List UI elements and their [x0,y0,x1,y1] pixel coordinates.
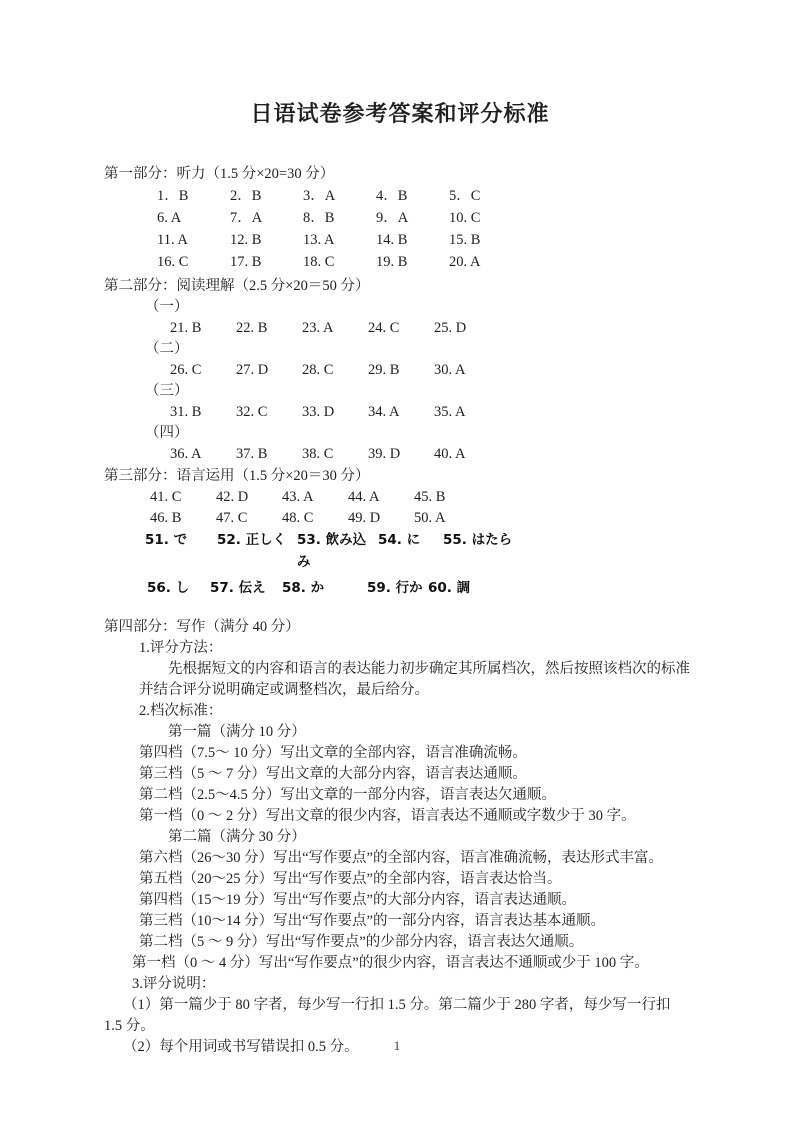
writing-line: 第五档（20～25 分）写出“写作要点”的全部内容，语言表达恰当。 [139,871,562,887]
answer-item: 39. D [368,446,401,462]
answer-item: 43. A [282,489,314,505]
answer-item: 35. A [434,404,466,420]
answer-item: 2．B [230,188,262,204]
answer-item: 24. C [368,320,400,336]
answer-item: 28. C [302,362,334,378]
answer-item: 17. B [230,254,262,270]
answer-item: 34. A [368,404,400,420]
answer-item: 31. B [170,404,202,420]
answer-item: 37. B [236,446,268,462]
answer-item: 40. A [434,446,466,462]
answer-item: 55. はたら [443,532,513,548]
page-title: 日语试卷参考答案和评分标准 [250,101,550,126]
writing-line: 1.5 分。 [104,1018,155,1034]
answer-item: 12. B [230,232,262,248]
answer-item: 20. A [449,254,481,270]
writing-line: 第四档（15～19 分）写出“写作要点”的大部分内容，语言表达通顺。 [139,892,576,908]
reading-group-label: （一） [145,299,189,315]
answer-item: 19. B [376,254,408,270]
page-number: 1 [393,1039,401,1053]
part4-writing-section [104,616,696,1058]
answer-row [104,251,696,273]
answer-item: 45. B [414,489,446,505]
part2-reading-section [104,275,696,465]
writing-line: 先根据短文的内容和语言的表达能力初步确定其所属档次，然后按照该档次的标准 [168,661,690,677]
writing-line: 2.档次标准： [139,703,223,719]
answer-item: 29. B [368,362,400,378]
writing-line: 第二篇（满分 30 分） [168,829,306,845]
answer-item: 9．A [376,210,409,226]
answer-item: 54. に [378,532,421,548]
answer-item: 26. C [170,362,202,378]
answer-item: 1．B [157,188,189,204]
answer-item: 59. 行か [367,580,423,596]
writing-line: 第四档（7.5～ 10 分）写出文章的全部内容，语言准确流畅。 [139,745,527,761]
answer-row [104,185,696,207]
answer-item: 50. A [414,510,446,526]
answer-item: 15. B [449,232,481,248]
writing-line: 第一档（0 ～ 2 分）写出文章的很少内容，语言表达不通顺或字数少于 30 字。 [139,808,636,824]
answer-item: 57. 伝え [210,580,266,596]
answer-item: 5．C [449,188,481,204]
answer-item: 27. D [236,362,269,378]
answer-row-japanese [104,529,696,573]
writing-line: 3.评分说明： [132,976,216,992]
answer-item: 33. D [302,404,335,420]
answer-item: 14. B [376,232,408,248]
writing-line: 并结合评分说明确定或调整档次，最后给分。 [139,682,429,698]
answer-item: 52. 正しく [217,532,287,548]
answer-item: 7．A [230,210,263,226]
reading-group-label: （四） [145,425,189,441]
answer-item: 36. A [170,446,202,462]
answer-row [104,360,696,381]
answer-item: 11. A [157,232,188,248]
writing-line: 第三档（5 ～ 7 分）写出文章的大部分内容，语言表达通顺。 [139,766,527,782]
answer-row [104,318,696,339]
part3-language-section [104,465,696,599]
answer-item: 3．A [303,188,336,204]
reading-group-label: （二） [145,341,189,357]
part3-header: 第三部分：语言运用（1.5 分×20＝30 分） [104,468,370,484]
answer-item: 44. A [348,489,380,505]
writing-line: （1）第一篇少于 80 字者，每少写一行扣 1.5 分。第二篇少于 280 字者，每少写一行扣 [123,997,671,1013]
part4-header: 第四部分：写作（满分 40 分） [104,619,300,635]
writing-line: 第一篇（满分 10 分） [168,724,306,740]
writing-line: 第一档（0 ～ 4 分）写出“写作要点”的很少内容，语言表达不通顺或少于 100 字。 [132,955,649,971]
answer-item: 53. 飲み込み [297,532,367,570]
answer-item: 30. A [434,362,466,378]
answer-item: 18. C [303,254,335,270]
answer-item: 51. で [145,532,188,548]
answer-item: 46. B [150,510,182,526]
writing-line: 第二档（5 ～ 9 分）写出“写作要点”的少部分内容，语言表达欠通顺。 [139,934,584,950]
answer-row [104,402,696,423]
answer-item: 21. B [170,320,202,336]
writing-line: 第三档（10～14 分）写出“写作要点”的一部分内容，语言表达基本通顺。 [139,913,605,929]
answer-item: 56. し [147,580,190,596]
writing-line: （2）每个用词或书写错误扣 0.5 分。 [123,1039,359,1055]
answer-item: 8．B [303,210,335,226]
answer-item: 16. C [157,254,189,270]
answer-item: 25. D [434,320,467,336]
answer-item: 10. C [449,210,481,226]
answer-item: 6. A [157,210,182,226]
part2-header: 第二部分：阅读理解（2.5 分×20＝50 分） [104,278,370,294]
answer-row [104,487,696,508]
answer-item: 4．B [376,188,408,204]
answer-item: 32. C [236,404,268,420]
answer-row [104,508,696,529]
answer-item: 23. A [302,320,334,336]
reading-group-label: （三） [145,383,189,399]
answer-row [104,207,696,229]
writing-line: 第二档（2.5～4.5 分）写出文章的一部分内容，语言表达欠通顺。 [139,787,556,803]
answer-item: 48. C [282,510,314,526]
answer-item: 60. 調 [428,580,471,596]
writing-line: 第六档（26～30 分）写出“写作要点”的全部内容，语言准确流畅，表达形式丰富。 [139,850,663,866]
answer-item: 41. C [150,489,182,505]
answer-row [104,444,696,465]
part1-listening-section [104,163,696,273]
writing-line: 1.评分方法： [139,640,223,656]
answer-item: 38. C [302,446,334,462]
answer-item: 22. B [236,320,268,336]
answer-row [104,229,696,251]
answer-item: 58. か [282,580,325,596]
answer-item: 49. D [348,510,381,526]
answer-row-japanese [104,577,696,599]
answer-item: 13. A [303,232,335,248]
answer-item: 47. C [216,510,248,526]
part1-header: 第一部分：听力（1.5 分×20=30 分） [104,166,335,182]
answer-item: 42. D [216,489,249,505]
